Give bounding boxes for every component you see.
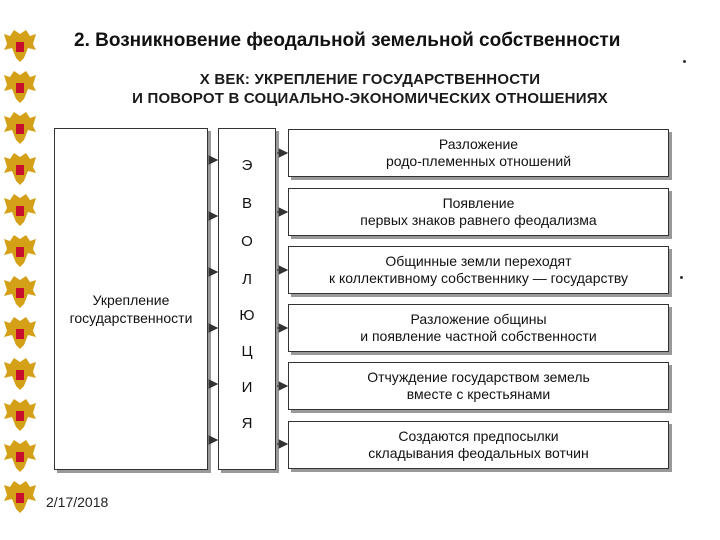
right-box-line: к коллективному собственнику — государству <box>328 270 629 286</box>
right-box-line: Общинные земли переходят <box>385 253 572 269</box>
right-box-line: первых знаков равнего феодализма <box>360 212 597 228</box>
right-box <box>288 129 669 177</box>
right-box <box>288 421 669 469</box>
right-box <box>288 246 669 294</box>
evolution-letter: И <box>241 379 253 396</box>
evolution-letter: В <box>241 195 252 212</box>
right-box-line: Отчуждение государством земель <box>367 369 590 385</box>
right-box-line: Разложение <box>438 136 519 152</box>
left-box-line: Укрепление <box>92 292 170 308</box>
evolution-letter: Л <box>242 271 252 288</box>
evolution-letter: Э <box>241 157 253 174</box>
evolution-letter: Я <box>241 415 253 432</box>
slide-date: 2/17/2018 <box>46 494 109 510</box>
heading-line: X ВЕК: УКРЕПЛЕНИЕ ГОСУДАРСТВЕННОСТИ <box>199 71 541 88</box>
right-box <box>288 188 669 236</box>
heading-line: И ПОВОРОТ В СОЦИАЛЬНО-ЭКОНОМИЧЕСКИХ ОТНОШЕНИЯХ <box>132 90 608 107</box>
right-box <box>288 362 669 410</box>
right-box-line: и появление частной собственности <box>360 328 597 344</box>
left-box-line: государственности <box>69 310 193 326</box>
right-box-line: родо-племенных отношений <box>385 153 572 169</box>
evolution-letter: Ю <box>239 307 255 324</box>
right-box-line: Создаются предпосылки <box>398 428 559 444</box>
right-box-line: Появление <box>442 195 515 211</box>
evolution-letter: О <box>241 233 253 250</box>
evolution-letter: Ц <box>241 343 253 360</box>
right-box-line: вместе с крестьянами <box>406 386 551 402</box>
right-box-line: складывания феодальных вотчин <box>368 445 589 461</box>
right-box-line: Разложение общины <box>410 311 547 327</box>
right-box <box>288 304 669 352</box>
slide-title: 2. Возникновение феодальной земельной собственности <box>74 30 621 51</box>
